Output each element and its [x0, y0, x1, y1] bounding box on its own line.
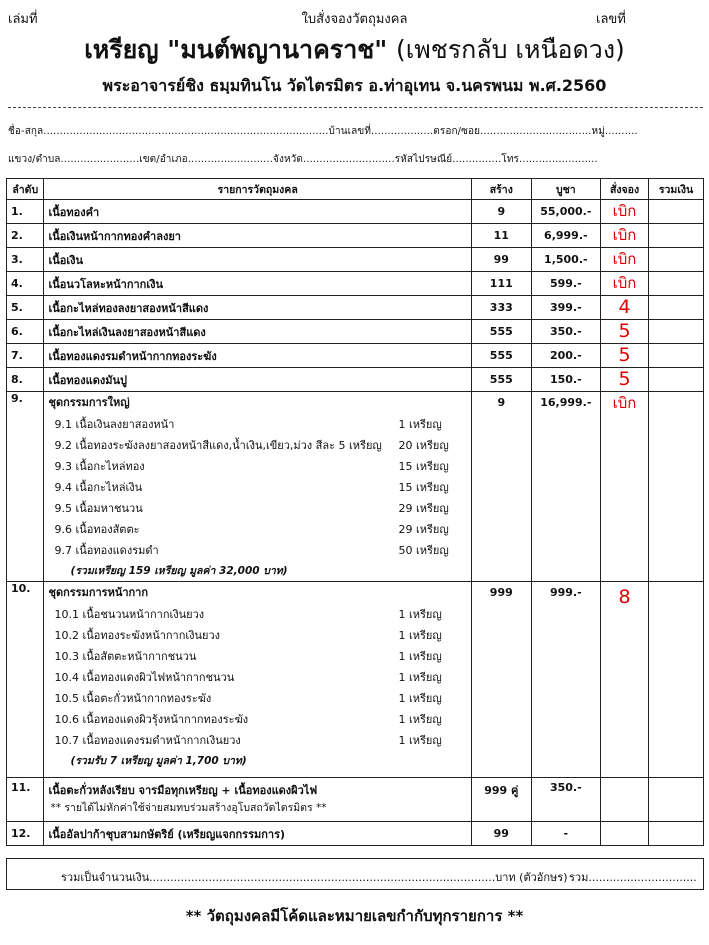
set-summary: (รวมรับ 7 เหรียญ มูลค่า 1,700 บาท): [70, 755, 247, 767]
table-row-12: [7, 822, 704, 846]
sub-item-count: 1 เหรียญ: [398, 671, 442, 684]
set-sub-item: [48, 435, 458, 456]
row-price: 350.-: [531, 320, 600, 344]
set-sub-item: [48, 604, 458, 625]
sub-item-count: 1 เหรียญ: [398, 418, 442, 431]
header-order: สั่งจอง: [600, 179, 648, 200]
set-title: ชุดกรรมการใหญ่: [48, 396, 130, 409]
row-quantity: 555: [471, 320, 531, 344]
row-sum[interactable]: [649, 224, 704, 248]
table-row-set9: [7, 392, 704, 582]
row-order[interactable]: [600, 822, 648, 846]
row-quantity: 99: [471, 822, 531, 846]
row-number: 3.: [7, 248, 44, 272]
table-row: [7, 344, 704, 368]
sub-item-count: 1 เหรียญ: [398, 650, 442, 663]
row-quantity: 99: [471, 248, 531, 272]
row-order[interactable]: 5: [600, 344, 648, 368]
sub-item-name: 10.2 เนื้อทองระฆังหน้ากากเงินยวง: [54, 629, 221, 642]
row-item: เนื้อนวโลหะหน้ากากเงิน: [44, 272, 471, 296]
row-item: เนื้ออัลปาก้าชุบสามกษัตริย์ (เหรียญแจกกรรมการ): [44, 822, 471, 846]
sub-item-count: 1 เหรียญ: [398, 629, 442, 642]
row-quantity: 9: [471, 392, 531, 582]
sub-item-name: 9.3 เนื้อกะไหล่ทอง: [54, 460, 145, 473]
set-sub-item: [48, 625, 458, 646]
row-number: 8.: [7, 368, 44, 392]
set-sub-item: [48, 498, 458, 519]
row-quantity: 9: [471, 200, 531, 224]
row-item: [44, 392, 471, 582]
row-quantity: 555: [471, 344, 531, 368]
row-item: [44, 582, 471, 778]
sub-item-count: 1 เหรียญ: [398, 734, 442, 747]
row-order[interactable]: เบิก: [600, 392, 648, 582]
sub-item-count: 50 เหรียญ: [398, 544, 449, 557]
row-price: 150.-: [531, 368, 600, 392]
row-price: 1,500.-: [531, 248, 600, 272]
row-sum[interactable]: [649, 392, 704, 582]
set-summary: (รวมเหรียญ 159 เหรียญ มูลค่า 32,000 บาท): [70, 565, 288, 577]
set-item-list: [48, 604, 466, 751]
row-sum[interactable]: [649, 344, 704, 368]
table-row: [7, 224, 704, 248]
set-title: ชุดกรรมการหน้ากาก: [48, 586, 149, 599]
row-item: เนื้อกะไหล่เงินลงยาสองหน้าสีแดง: [44, 320, 471, 344]
main-title-suffix: (เพชรกลับ เหนือดวง): [395, 35, 625, 64]
set-sub-item: [48, 646, 458, 667]
sub-item-name: 9.1 เนื้อเงินลงยาสองหน้า: [54, 418, 175, 431]
table-row: [7, 296, 704, 320]
row-number: 10.: [7, 582, 44, 778]
sub-item-name: 10.7 เนื้อทองแดงรมดำหน้ากากเงินยวง: [54, 734, 241, 747]
serial-number-label: เลขที่: [596, 12, 626, 27]
main-title: [0, 30, 709, 70]
row-item: เนื้อทองแดงรมดำหน้ากากทองระฆัง: [44, 344, 471, 368]
row-price: 399.-: [531, 296, 600, 320]
total-box: [6, 858, 704, 890]
set-sub-item: [48, 414, 458, 435]
row-number: 9.: [7, 392, 44, 582]
header-no: ลำดับ: [7, 179, 44, 200]
form-title: ใบสั่งจองวัตถุมงคล: [301, 12, 408, 27]
header-quantity: สร้าง: [471, 179, 531, 200]
row-sum[interactable]: [649, 272, 704, 296]
sub-item-count: 1 เหรียญ: [398, 608, 442, 621]
sub-item-name: 10.1 เนื้อชนวนหน้ากากเงินยวง: [54, 608, 205, 621]
sub-item-name: 10.5 เนื้อตะกั่วหน้ากากทองระฆัง: [54, 692, 212, 705]
row-item: เนื้อเงินหน้ากากทองคำลงยา: [44, 224, 471, 248]
set-sub-item: [48, 519, 458, 540]
table-row: [7, 368, 704, 392]
row-price: 599.-: [531, 272, 600, 296]
sub-item-name: 9.7 เนื้อทองแดงรมดำ: [54, 544, 159, 557]
set-sub-item: [48, 477, 458, 498]
row-item-title: เนื้อตะกั่วหลังเรียบ จารมือทุกเหรียญ + เนื้อทองแดงผิวไฟ: [48, 784, 318, 797]
header-item: รายการวัตถุมงคล: [44, 179, 471, 200]
row-item: เนื้อทองแดงมันปู: [44, 368, 471, 392]
row-number: 6.: [7, 320, 44, 344]
row-price: -: [531, 822, 600, 846]
row-sum[interactable]: [649, 368, 704, 392]
row-quantity: 111: [471, 272, 531, 296]
sub-item-name: 10.4 เนื้อทองแดงผิวไฟหน้ากากชนวน: [54, 671, 235, 684]
row-number: 5.: [7, 296, 44, 320]
set-sub-item: [48, 456, 458, 477]
row-item: เนื้อกะไหล่ทองลงยาสองหน้าสีแดง: [44, 296, 471, 320]
sub-item-count: 29 เหรียญ: [398, 502, 449, 515]
row-sum[interactable]: [649, 248, 704, 272]
customer-district-phone-line[interactable]: แขวง/ตำบล........................เขต/อำเภอ..........................จังหวัด............................รหัสไปรษณีย์...............โทร........................: [8, 154, 598, 165]
row-sum[interactable]: [649, 582, 704, 778]
table-row: [7, 248, 704, 272]
row-order[interactable]: 5: [600, 368, 648, 392]
row-item: เนื้อเงิน: [44, 248, 471, 272]
row-order[interactable]: เบิก: [600, 248, 648, 272]
row-number: 4.: [7, 272, 44, 296]
row-quantity: 999: [471, 582, 531, 778]
set-sub-item: [48, 730, 458, 751]
row-number: 12.: [7, 822, 44, 846]
row-price: 999.-: [531, 582, 600, 778]
row-item: [44, 778, 471, 822]
row-number: 1.: [7, 200, 44, 224]
dashed-divider: [8, 107, 703, 108]
row-order[interactable]: เบิก: [600, 200, 648, 224]
customer-name-address-line[interactable]: ชื่อ-สกุล.......................................................................................บ้านเลขที่...................ตรอก/ซอย..................................หมู่..........: [8, 126, 638, 137]
row-order[interactable]: 4: [600, 296, 648, 320]
set-sub-item: [48, 709, 458, 730]
row-number: 11.: [7, 778, 44, 822]
row-price: 55,000.-: [531, 200, 600, 224]
order-table: [6, 178, 704, 846]
total-sum-line[interactable]: รวม...............................: [569, 871, 697, 884]
sub-item-count: 1 เหรียญ: [398, 713, 442, 726]
sub-item-name: 10.3 เนื้อสัตตะหน้ากากชนวน: [54, 650, 197, 663]
row-item-note: ** รายได้ไม่หักค่าใช้จ่ายสมทบร่วมสร้างอุโบสถวัดไตรมิตร **: [50, 802, 327, 814]
footer-note: ** วัตถุมงคลมีโค้ดและหมายเลขกำกับทุกรายการ **: [185, 907, 524, 925]
header-sum: รวมเงิน: [649, 179, 704, 200]
row-sum[interactable]: [649, 296, 704, 320]
set-sub-item: [48, 540, 458, 561]
row-quantity: 555: [471, 368, 531, 392]
row-quantity: 11: [471, 224, 531, 248]
sub-item-name: 10.6 เนื้อทองแดงผิวรุ้งหน้ากากทองระฆัง: [54, 713, 249, 726]
book-number-label: เล่มที่: [8, 12, 38, 27]
row-quantity: 333: [471, 296, 531, 320]
row-quantity: 999 คู่: [471, 778, 531, 822]
sub-item-name: 9.2 เนื้อทองระฆังลงยาสองหน้าสีแดง,น้ำเงิน,เขียว,ม่วง สีละ 5 เหรียญ: [54, 439, 382, 452]
row-sum[interactable]: [649, 822, 704, 846]
sub-item-name: 9.4 เนื้อกะไหล่เงิน: [54, 481, 143, 494]
sub-item-name: 9.5 เนื้อมหาชนวน: [54, 502, 143, 515]
subtitle: พระอาจารย์ชิง ธมฺมทินโน วัดไตรมิตร อ.ท่าอุเทน จ.นครพนม พ.ศ.2560: [102, 76, 607, 95]
row-item: เนื้อทองคำ: [44, 200, 471, 224]
sub-item-count: 15 เหรียญ: [398, 481, 449, 494]
sub-item-count: 29 เหรียญ: [398, 523, 449, 536]
table-header-row: [7, 179, 704, 200]
set-sub-item: [48, 688, 458, 709]
row-price: 200.-: [531, 344, 600, 368]
row-price: 16,999.-: [531, 392, 600, 582]
row-order[interactable]: 5: [600, 320, 648, 344]
set-item-list: [48, 414, 466, 561]
set-sub-item: [48, 667, 458, 688]
sub-item-count: 15 เหรียญ: [398, 460, 449, 473]
table-row-11: [7, 778, 704, 822]
table-row: [7, 320, 704, 344]
table-row-set10: [7, 582, 704, 778]
row-number: 7.: [7, 344, 44, 368]
row-price: 6,999.-: [531, 224, 600, 248]
row-number: 2.: [7, 224, 44, 248]
table-row: [7, 272, 704, 296]
table-row: [7, 200, 704, 224]
main-title-text: เหรียญ "มนต์พญานาคราช": [84, 35, 388, 64]
sub-item-name: 9.6 เนื้อทองสัตตะ: [54, 523, 140, 536]
row-sum[interactable]: [649, 200, 704, 224]
header-price: บูชา: [531, 179, 600, 200]
row-order[interactable]: 8: [600, 582, 648, 778]
total-amount-words-line[interactable]: รวมเป็นจำนวนเงิน...................................................................................................บาท (ตัวอักษร): [61, 871, 568, 884]
row-price: 350.-: [531, 778, 600, 822]
sub-item-count: 1 เหรียญ: [398, 692, 442, 705]
row-sum[interactable]: [649, 778, 704, 822]
row-order[interactable]: [600, 778, 648, 822]
row-order[interactable]: เบิก: [600, 224, 648, 248]
row-order[interactable]: เบิก: [600, 272, 648, 296]
sub-item-count: 20 เหรียญ: [398, 439, 449, 452]
row-sum[interactable]: [649, 320, 704, 344]
